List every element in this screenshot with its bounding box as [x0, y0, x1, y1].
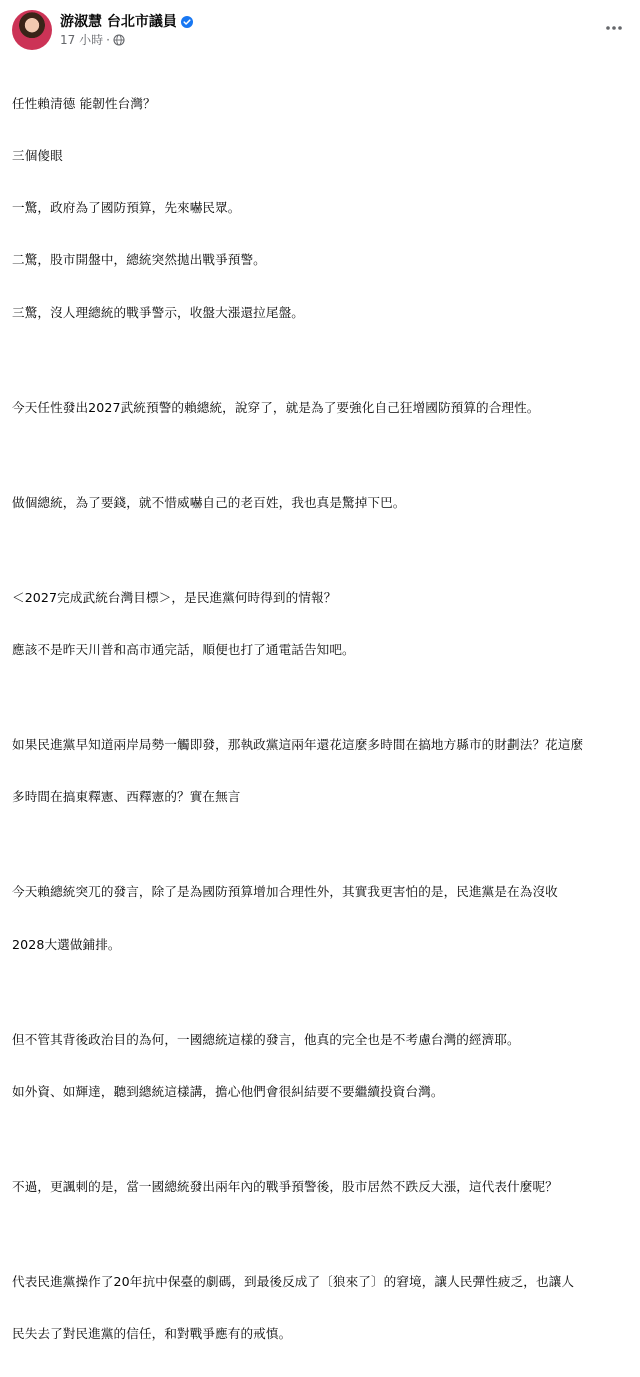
- post-line: 今天任性發出2027武統預警的賴總統，說穿了，就是為了要強化自己狂增國防預算的合理性。: [12, 399, 540, 415]
- post-line: 2028大選做鋪排。: [12, 936, 121, 952]
- meta-separator: ·: [106, 32, 110, 47]
- ellipsis-icon: [606, 26, 622, 30]
- post-timestamp[interactable]: 17 小時: [60, 32, 104, 47]
- post-line: 一驚，政府為了國防預算，先來嚇民眾。: [12, 200, 241, 216]
- post-line: 任性賴清德 能韌性台灣？: [12, 95, 156, 111]
- post-paragraph: [12, 364, 628, 451]
- post-line: ＜2027完成武統台灣目標＞，是民進黨何時得到的情報？: [12, 589, 337, 605]
- post-paragraph: [12, 701, 628, 840]
- post-line: 代表民進黨操作了20年抗中保臺的劇碼，到最後反成了〔狼來了〕的窘境，讓人民彈性疲乏，也讓人: [12, 1273, 575, 1289]
- author-avatar[interactable]: [12, 10, 52, 50]
- more-options-icon[interactable]: [600, 14, 628, 42]
- post-line: 但不管其背後政治目的為何，一國總統這樣的發言，他真的完全也是不考慮台灣的經濟耶。: [12, 1031, 520, 1047]
- post-line: 如果民進黨早知道兩岸局勢一觸即發，那執政黨這兩年還花這麼多時間在搞地方縣市的財劃法？花這麼: [12, 737, 584, 753]
- post-line: 做個總統，為了要錢，就不惜威嚇自己的老百姓，我也真是驚掉下巴。: [12, 494, 406, 510]
- post-line: 如外資、如輝達，聽到總統這樣講，擔心他們會很糾結要不要繼續投資台灣。: [12, 1083, 444, 1099]
- post-line: 三驚，沒人理總統的戰爭警示，收盤大漲還拉尾盤。: [12, 304, 304, 320]
- post-paragraph: [12, 848, 628, 987]
- verified-badge-icon: [181, 16, 193, 28]
- post-paragraph: [12, 459, 628, 546]
- post-line: 多時間在搞東釋憲、西釋憲的？實在無言: [12, 789, 241, 805]
- author-name[interactable]: 游淑慧 台北市議員: [60, 13, 177, 30]
- post-line: 二驚，股市開盤中，總統突然拋出戰爭預警。: [12, 252, 266, 268]
- globe-icon: [113, 34, 125, 46]
- post-line: 應該不是昨天川普和高市通完話，順便也打了通電話告知吧。: [12, 642, 355, 657]
- post-paragraph: [12, 1238, 628, 1377]
- post-paragraph-intro: [12, 60, 628, 356]
- post-line: 不過，更諷刺的是，當一國總統發出兩年內的戰爭預警後，股市居然不跌反大漲，這代表什麼呢？: [12, 1178, 558, 1194]
- post-paragraph: [12, 554, 628, 693]
- post-content: [12, 60, 628, 1377]
- post-header: [12, 8, 628, 52]
- author-row: [60, 13, 193, 31]
- post-meta: [60, 13, 193, 48]
- post-paragraph: [12, 1143, 628, 1230]
- post-line: 民失去了對民進黨的信任，和對戰爭應有的戒慎。: [12, 1326, 292, 1342]
- post-paragraph: [12, 996, 628, 1135]
- post-line: 今天賴總統突兀的發言，除了是為國防預算增加合理性外，其實我更害怕的是，民進黨是在為沒收: [12, 884, 558, 900]
- post-time-row: [60, 32, 193, 48]
- post-line: 三個傻眼: [12, 148, 63, 164]
